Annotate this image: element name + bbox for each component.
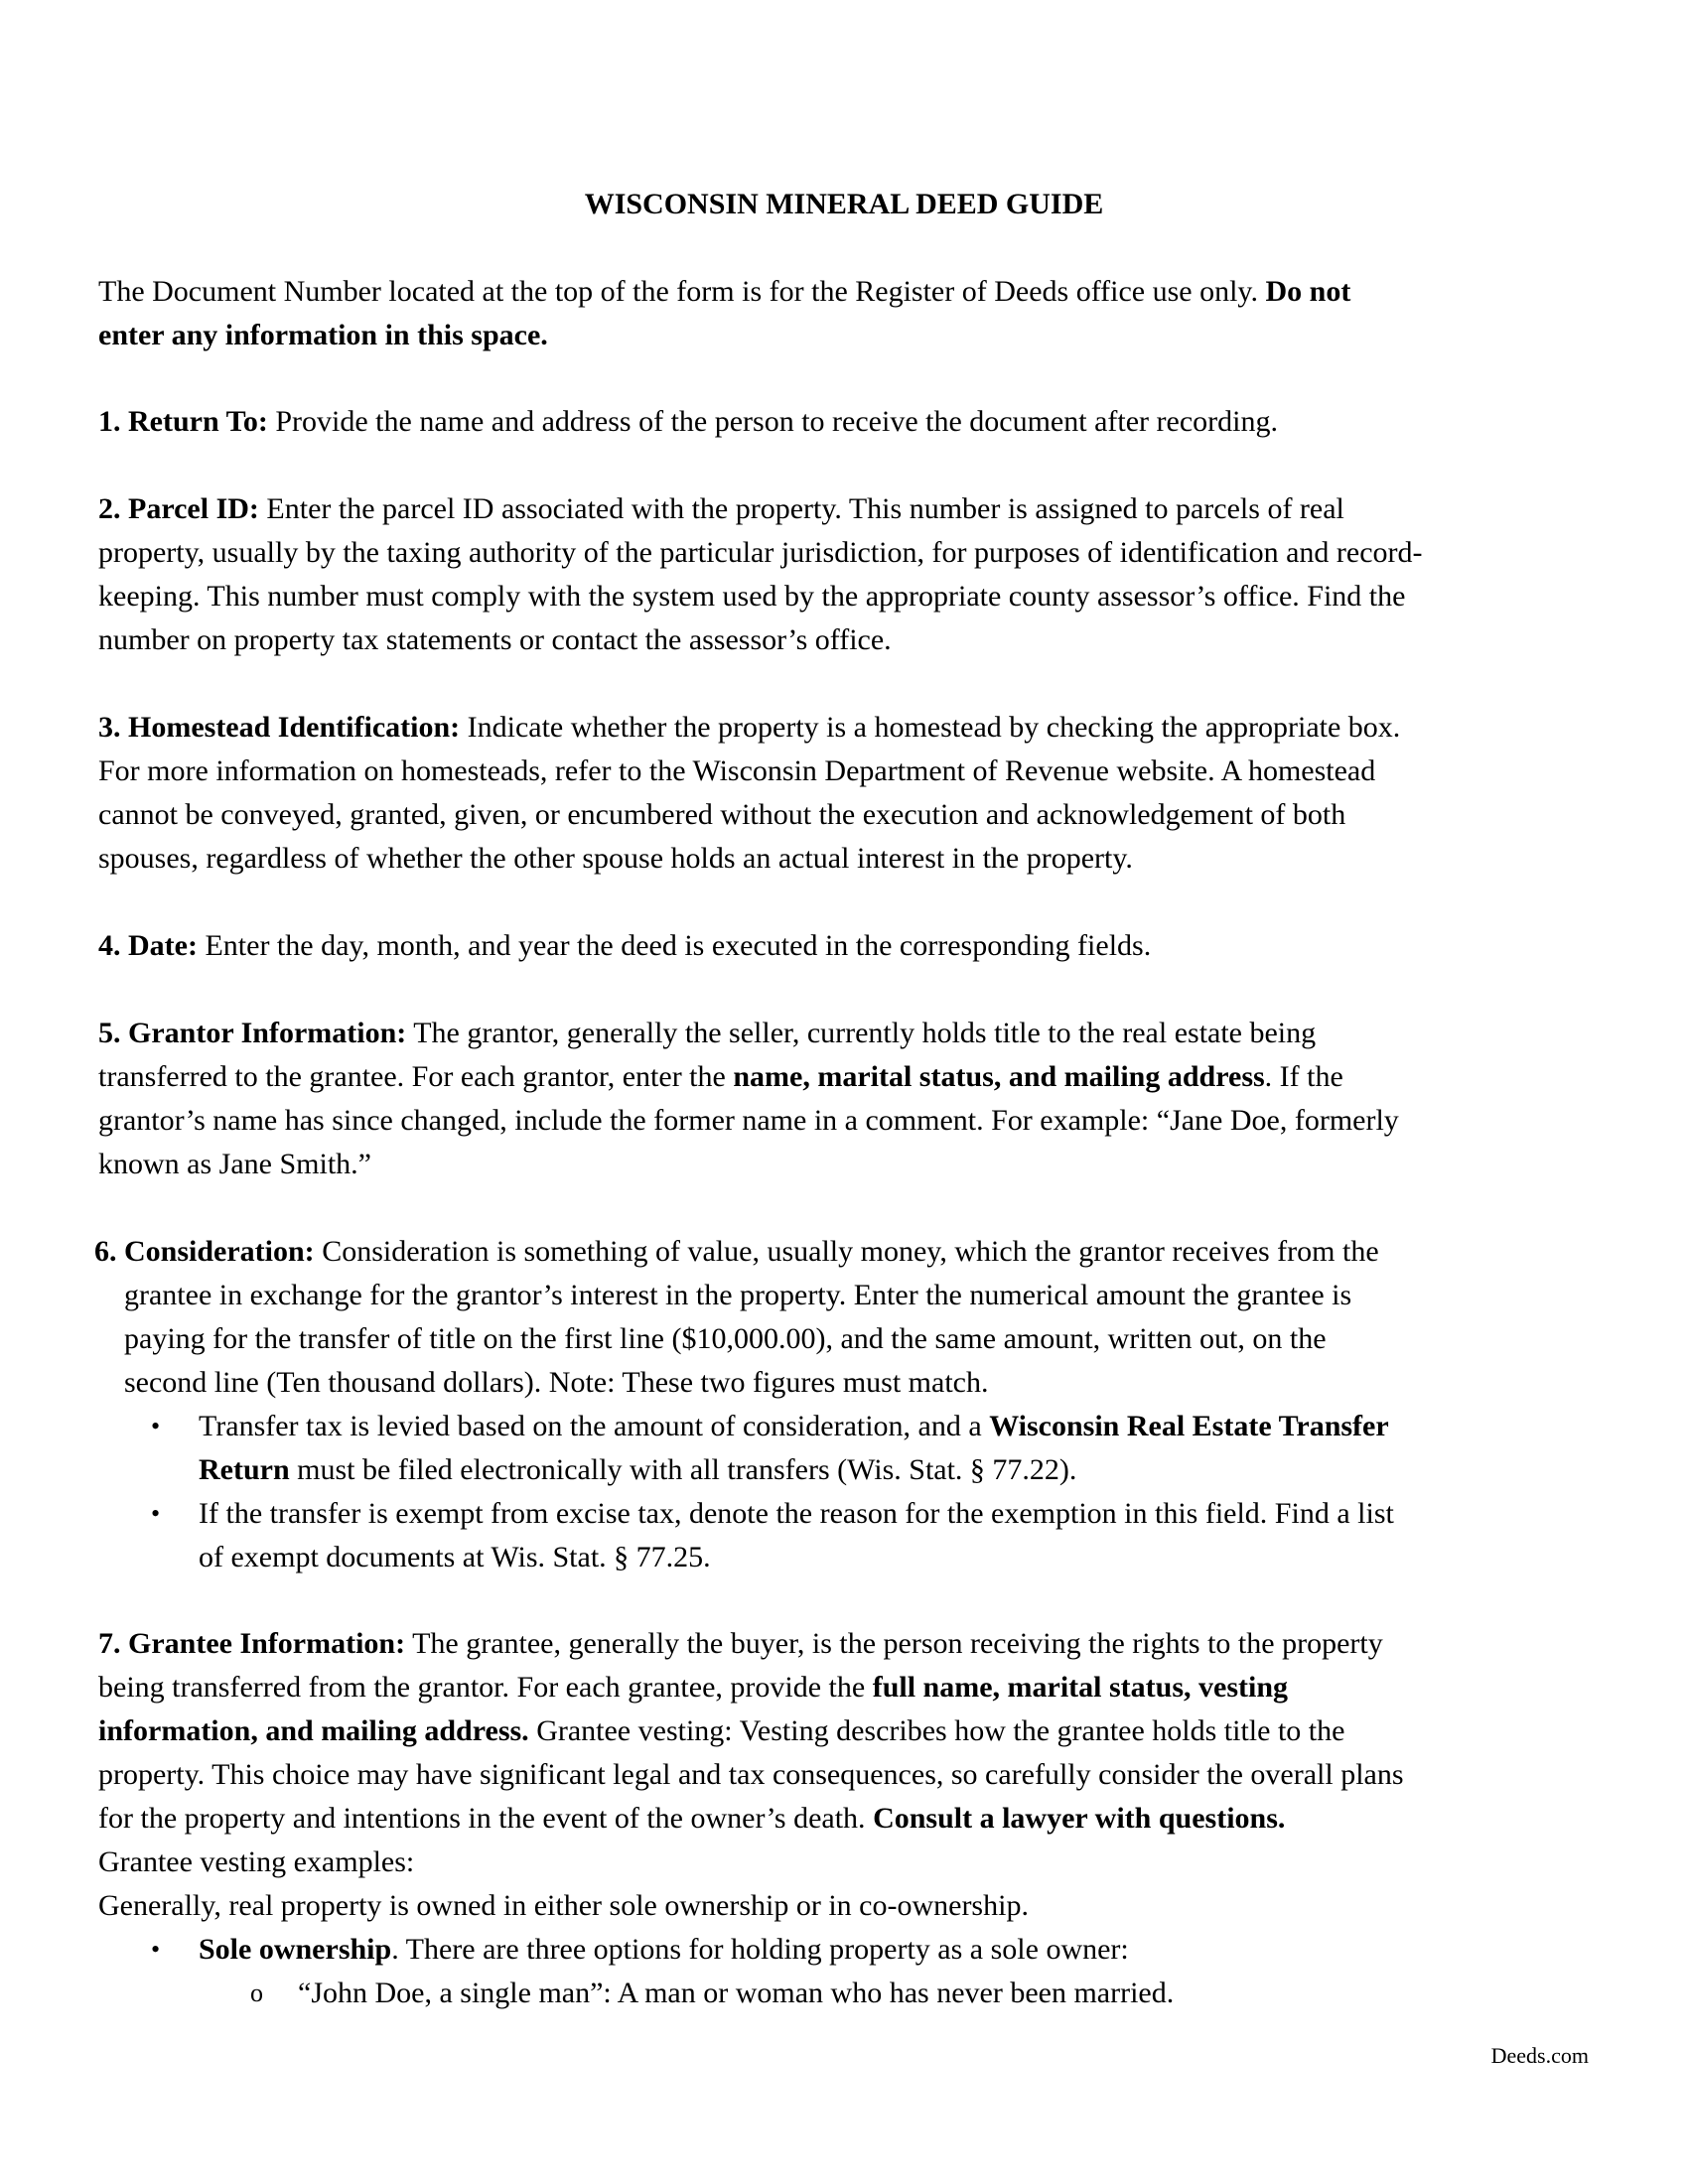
page-title: WISCONSIN MINERAL DEED GUIDE	[584, 188, 1104, 220]
section-homestead: 3. Homestead Identification: Indicate whether the property is a homestead by checking the appropriate box. For more information on homesteads, refer to the Wisconsin Department of Revenue website. A homestead cannot be conveyed, granted, given, or encumbered without the execution and acknowledgement of both spouses, regardless of whether the other spouse holds an actual interest in the property.	[98, 711, 1401, 875]
section-label: 2. Parcel ID:	[98, 492, 259, 525]
section-label: 3. Homestead Identification:	[98, 711, 461, 744]
section-grantor: 5. Grantor Information: The grantor, generally the seller, currently holds title to the real estate being transferred to the grantee. For each grantor, enter the name, marital status, and mailing address. If the grantor’s name has since changed, include the former name in a comment. For example: “Jane Doe, formerly known as Jane Smith.”	[98, 1017, 1399, 1180]
section-grantee: 7. Grantee Information: The grantee, generally the buyer, is the person receiving the rights to the property being transferred from the grantor. For each grantee, provide the full name, marital status, vesting information, and mailing address. Grantee vesting: Vesting describes how the grantee holds title to the property. This choice may have significant legal and tax consequences, so carefully consider the overall plans for the property and intentions in the event of the owner’s death. Consult a lawyer with questions. Grantee vesting examples: Generally, real property is owned in either sole ownership or in co-ownership.	[98, 1627, 1404, 1922]
intro-bold-text: Do not	[1265, 275, 1351, 308]
section-label: 6. Consideration:	[94, 1235, 315, 1268]
intro-bold-text: enter any information in this space.	[98, 319, 548, 351]
list-item: If the transfer is exempt from excise tax, denote the reason for the exemption in this field. Find a list of exempt documents at Wis. Stat. § 77.25.	[199, 1497, 1394, 1573]
section-label: 7. Grantee Information:	[98, 1627, 406, 1660]
sub-bullet-marker: o	[250, 1979, 263, 2007]
section-return-to: 1. Return To: Provide the name and address of the person to receive the document after recording.	[98, 405, 1278, 438]
intro-paragraph	[98, 270, 1588, 357]
bullet-marker: •	[151, 1935, 161, 1964]
sub-list-item: “John Doe, a single man”: A man or woman who has never been married.	[298, 1977, 1175, 2009]
list-item: Sole ownership. There are three options for holding property as a sole owner:	[199, 1933, 1129, 1966]
section-label: 5. Grantor Information:	[98, 1017, 407, 1049]
section-date: 4. Date: Enter the day, month, and year the deed is executed in the corresponding fields.	[98, 929, 1152, 962]
section-label: 4. Date:	[98, 929, 198, 962]
bullet-marker: •	[151, 1499, 161, 1528]
bullet-marker: •	[151, 1412, 161, 1440]
intro-text: The Document Number located at the top of the form is for the Register of Deeds office use only.	[98, 275, 1266, 308]
list-item: Transfer tax is levied based on the amount of consideration, and a Wisconsin Real Estate Transfer Return must be filed electronically with all transfers (Wis. Stat. § 77.22).	[199, 1410, 1389, 1486]
section-label: 1. Return To:	[98, 405, 268, 438]
section-parcel-id: 2. Parcel ID: Enter the parcel ID associated with the property. This number is assigned to parcels of real property, usually by the taxing authority of the particular jurisdiction, for purposes of identification and record- keeping. This number must comply with the system used by the appropriate county assessor’s office. Find the number on property tax statements or contact the assessor’s office.	[98, 492, 1423, 656]
section-consideration: 6. Consideration: Consideration is something of value, usually money, which the grantor receives from the grantee in exchange for the grantor’s interest in the property. Enter the numerical amount the grantee is paying for the transfer of title on the first line ($10,000.00), and the same amount, written out, on the second line (Ten thousand dollars). Note: These two figures must match.	[94, 1235, 1379, 1399]
footer-brand: Deeds.com	[1490, 2043, 1589, 2068]
